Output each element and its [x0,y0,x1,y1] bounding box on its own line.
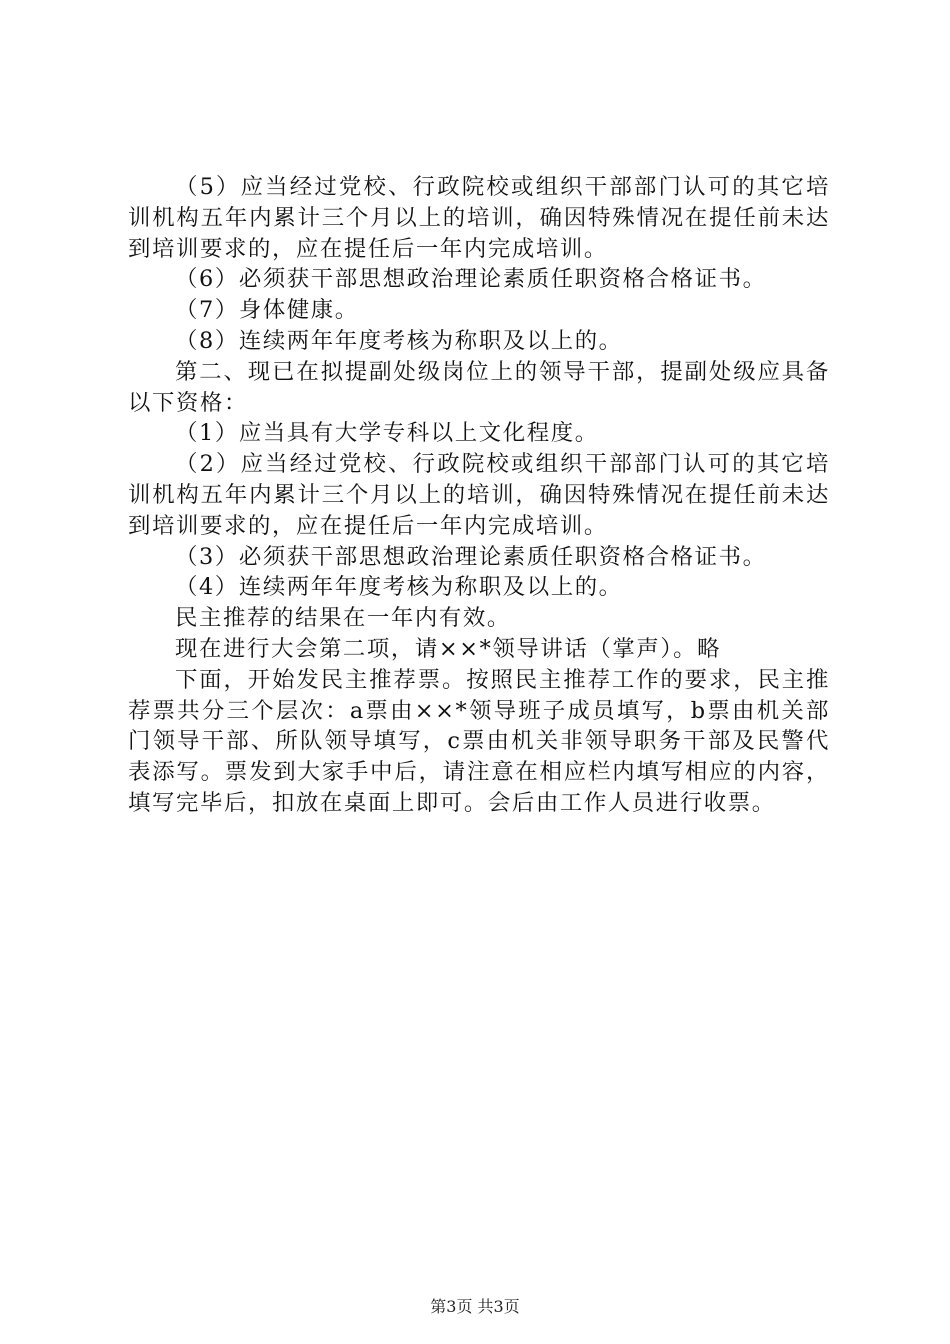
paragraph-item-6: （6）必须获干部思想政治理论素质任职资格合格证书。 [175,266,767,293]
paragraph-item-7: （7）身体健康。 [175,297,359,324]
paragraph-item-4: （4）连续两年年度考核为称职及以上的。 [175,574,623,601]
paragraph-item-3: （3）必须获干部思想政治理论素质任职资格合格证书。 [175,543,767,570]
paragraph-item-1: （1）应当具有大学专科以上文化程度。 [175,420,599,447]
paragraph-item-2: （2）应当经过党校、行政院校或组织干部部门认可的其它培训机构五年内累计三个月以上的培训，确因特殊情况在提任前未达到培训要求的，应在提任后一年内完成培训。 [128,451,830,539]
paragraph-item-5: （5）应当经过党校、行政院校或组织干部部门认可的其它培训机构五年内累计三个月以上的培训，确因特殊情况在提任前未达到培训要求的，应在提任后一年内完成培训。 [128,174,830,262]
paragraph-section-two: 第二、现已在拟提副处级岗位上的领导干部，提副处级应具备以下资格： [128,358,830,416]
paragraph-item-8: （8）连续两年年度考核为称职及以上的。 [175,327,623,354]
page-number-footer: 第3页 共3页 [430,1297,520,1316]
paragraph-validity: 民主推荐的结果在一年内有效。 [175,605,511,632]
paragraph-agenda-second: 现在进行大会第二项，请××*领导讲话（掌声）。略 [175,635,722,662]
paragraph-ballot-instructions: 下面，开始发民主推荐票。按照民主推荐工作的要求，民主推荐票共分三个层次：a票由××*领导班子成员填写，b票由机关部门领导干部、所队领导填写，c票由机关非领导职务干部及民警代表添写。票发到大家手中后，请注意在相应栏内填写相应的内容，填写完毕后，扣放在桌面上即可。会后由工作人员进行收票。 [128,666,830,816]
document-body [128,172,830,819]
